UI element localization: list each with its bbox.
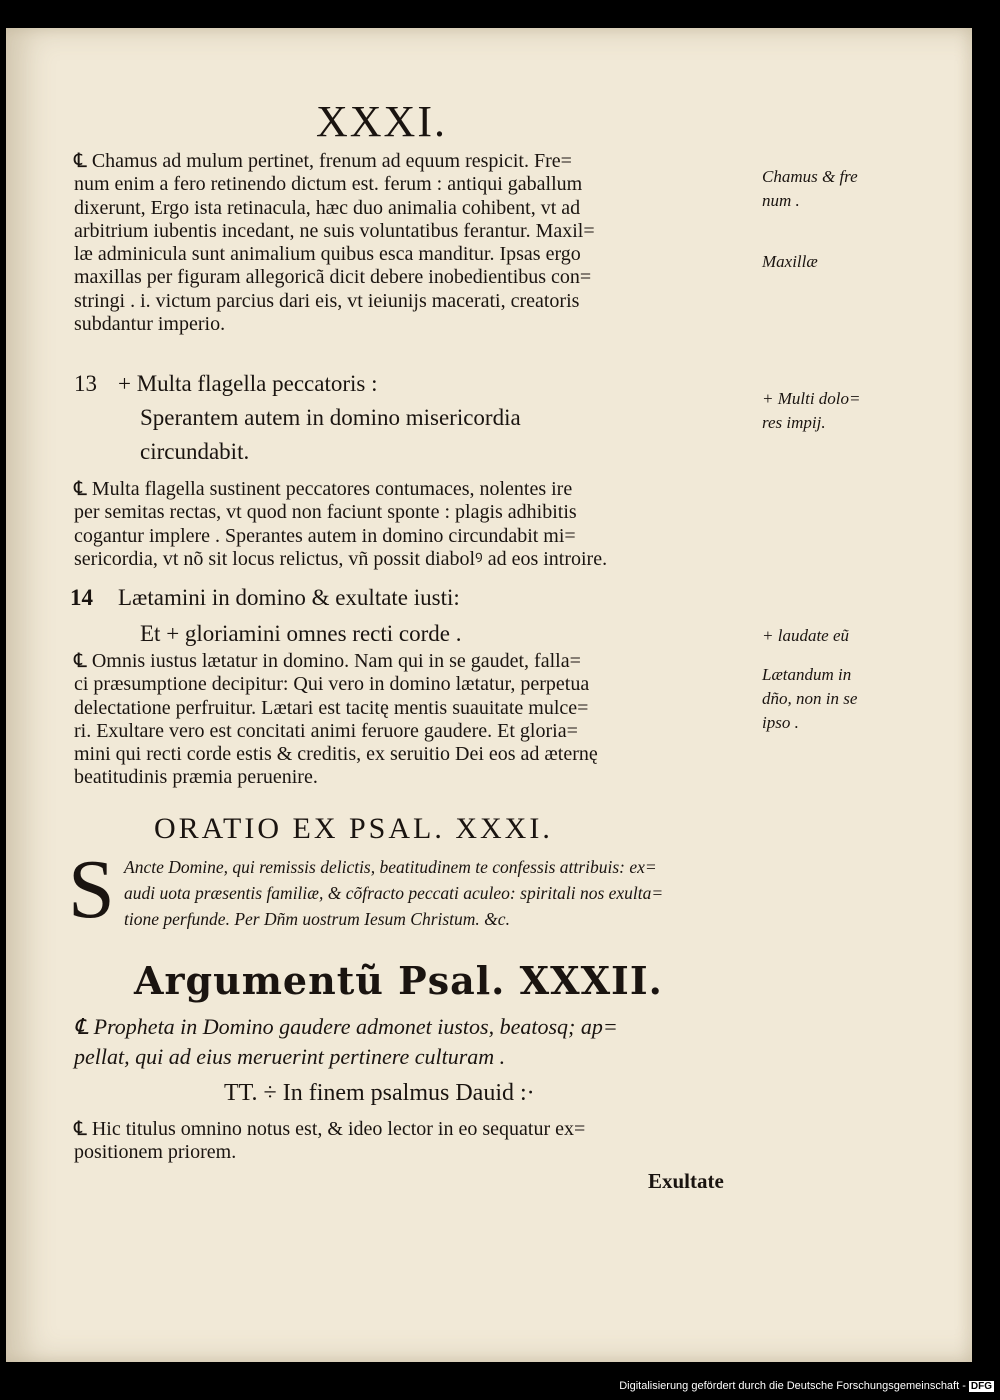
verse-text-line: Et + gloriamini omnes recti corde . — [140, 621, 462, 646]
book-page — [6, 28, 972, 1362]
footer-text: Digitalisierung gefördert durch die Deutsche Forschungsgemeinschaft - — [619, 1380, 966, 1392]
drop-cap: S — [68, 843, 115, 936]
verse-text-line: Sperantem autem in domino misericordia — [140, 405, 521, 430]
margin-note-chamus — [762, 165, 858, 213]
text-line: Ancte Domine, qui remissis delictis, beatitudinem te confessis attribuis: ex= — [124, 857, 657, 877]
margin-note-maxillae: Maxillæ — [762, 252, 818, 271]
text-line: per semitas rectas, vt quod non faciunt sponte : plagis adhibitis — [74, 501, 577, 524]
commentary-block-3 — [74, 650, 598, 790]
text-line: dixerunt, Ergo ista retinacula, hæc duo animalia cohibent, vt ad — [74, 196, 581, 219]
dfg-logo: DFG — [970, 1381, 992, 1392]
margin-line: Chamus & fre — [762, 167, 858, 186]
margin-line: dño, non in se — [762, 689, 858, 708]
oratio-text — [124, 854, 663, 932]
verse-text-line: circundabit. — [140, 439, 250, 464]
margin-note-multi — [762, 387, 861, 435]
text-line: ℄ Propheta in Domino gaudere admonet iustos, beatosq; ap= — [74, 1014, 618, 1039]
margin-line: + Multi dolo= — [762, 389, 861, 408]
titulus-line: TT. ÷ In finem psalmus Dauid :· — [224, 1080, 535, 1106]
text-line: num enim a fero retinendo dictum est. ferum : antiqui gaballum — [74, 173, 583, 196]
text-line: pellat, qui ad eius meruerint pertinere culturam . — [74, 1044, 506, 1069]
text-line: stringi . i. victum parcius dari eis, vt ieiunijs macerati, creatoris — [74, 289, 580, 312]
margin-line: Lætandum in — [762, 665, 852, 684]
text-line: audi uota præsentis familiæ, & cõfracto peccati aculeo: spiritali nos exulta= — [124, 883, 664, 903]
margin-line: num . — [762, 191, 800, 210]
text-line: delectatione perfruitur. Lætari est tacitę mentis suauitate mulce= — [74, 696, 589, 719]
argumentum-text — [74, 1012, 618, 1072]
text-line: ci præsumptione decipitur: Qui vero in domino lætatur, perpetua — [74, 673, 590, 696]
verse-text-line: Lætamini in domino & exultate iusti: — [118, 585, 460, 610]
text-line: arbitrium iubentis incedant, ne suis voluntatibus ferantur. Maxil= — [74, 219, 595, 242]
margin-line: res impij. — [762, 413, 826, 432]
text-line: mini qui recti corde estis & creditis, ex seruitio Dei eos ad æternę — [74, 743, 598, 766]
oratio-title: ORATIO EX PSAL. XXXI. — [154, 812, 553, 845]
margin-line: ipso . — [762, 713, 799, 732]
text-line: tione perfunde. Per Dñm uostrum Iesum Christum. &c. — [124, 909, 510, 929]
text-line: ℄ Hic titulus omnino notus est, & ideo lector in eo sequatur ex= — [74, 1118, 586, 1140]
digitization-footer — [619, 1380, 994, 1392]
verse-number: 14 — [70, 585, 93, 610]
text-line: ℄ Chamus ad mulum pertinet, frenum ad equum respicit. Fre= — [74, 150, 572, 172]
commentary-block-2 — [74, 478, 607, 571]
argumentum-title: Argumentũ Psal. XXXII. — [134, 958, 663, 1003]
margin-note-laudate: + laudate eũ — [762, 626, 850, 645]
commentary-block-1 — [74, 150, 595, 336]
text-line: subdantur imperio. — [74, 313, 226, 336]
chapter-heading: XXXI. — [316, 97, 447, 146]
margin-note-laetandum — [762, 663, 857, 735]
text-line: ℄ Multa flagella sustinent peccatores contumaces, nolentes ire — [74, 478, 573, 500]
text-line: ℄ Omnis iustus lætatur in domino. Nam qui in se gaudet, falla= — [74, 650, 581, 672]
text-line: positionem priorem. — [74, 1141, 237, 1164]
text-line: cogantur implere . Sperantes autem in domino circundabit mi= — [74, 524, 576, 547]
text-line: sericordia, vt nõ sit locus relictus, vñ possit diabolꝰ ad eos introire. — [74, 547, 608, 570]
text-line: beatitudinis præmia peruenire. — [74, 766, 318, 789]
text-line: læ adminicula sunt animalium quibus esca manditur. Ipsas ergo — [74, 243, 581, 266]
catchword: Exultate — [648, 1169, 724, 1193]
text-line: ri. Exultare vero est concitati animi feruore gaudere. Et gloria= — [74, 719, 578, 742]
verse-text-line: + Multa flagella peccatoris : — [118, 371, 378, 396]
verse-number: 13 — [74, 371, 97, 396]
commentary-block-4 — [74, 1118, 585, 1165]
text-line: maxillas per figuram allegoricã dicit debere inobedientibus con= — [74, 266, 592, 289]
